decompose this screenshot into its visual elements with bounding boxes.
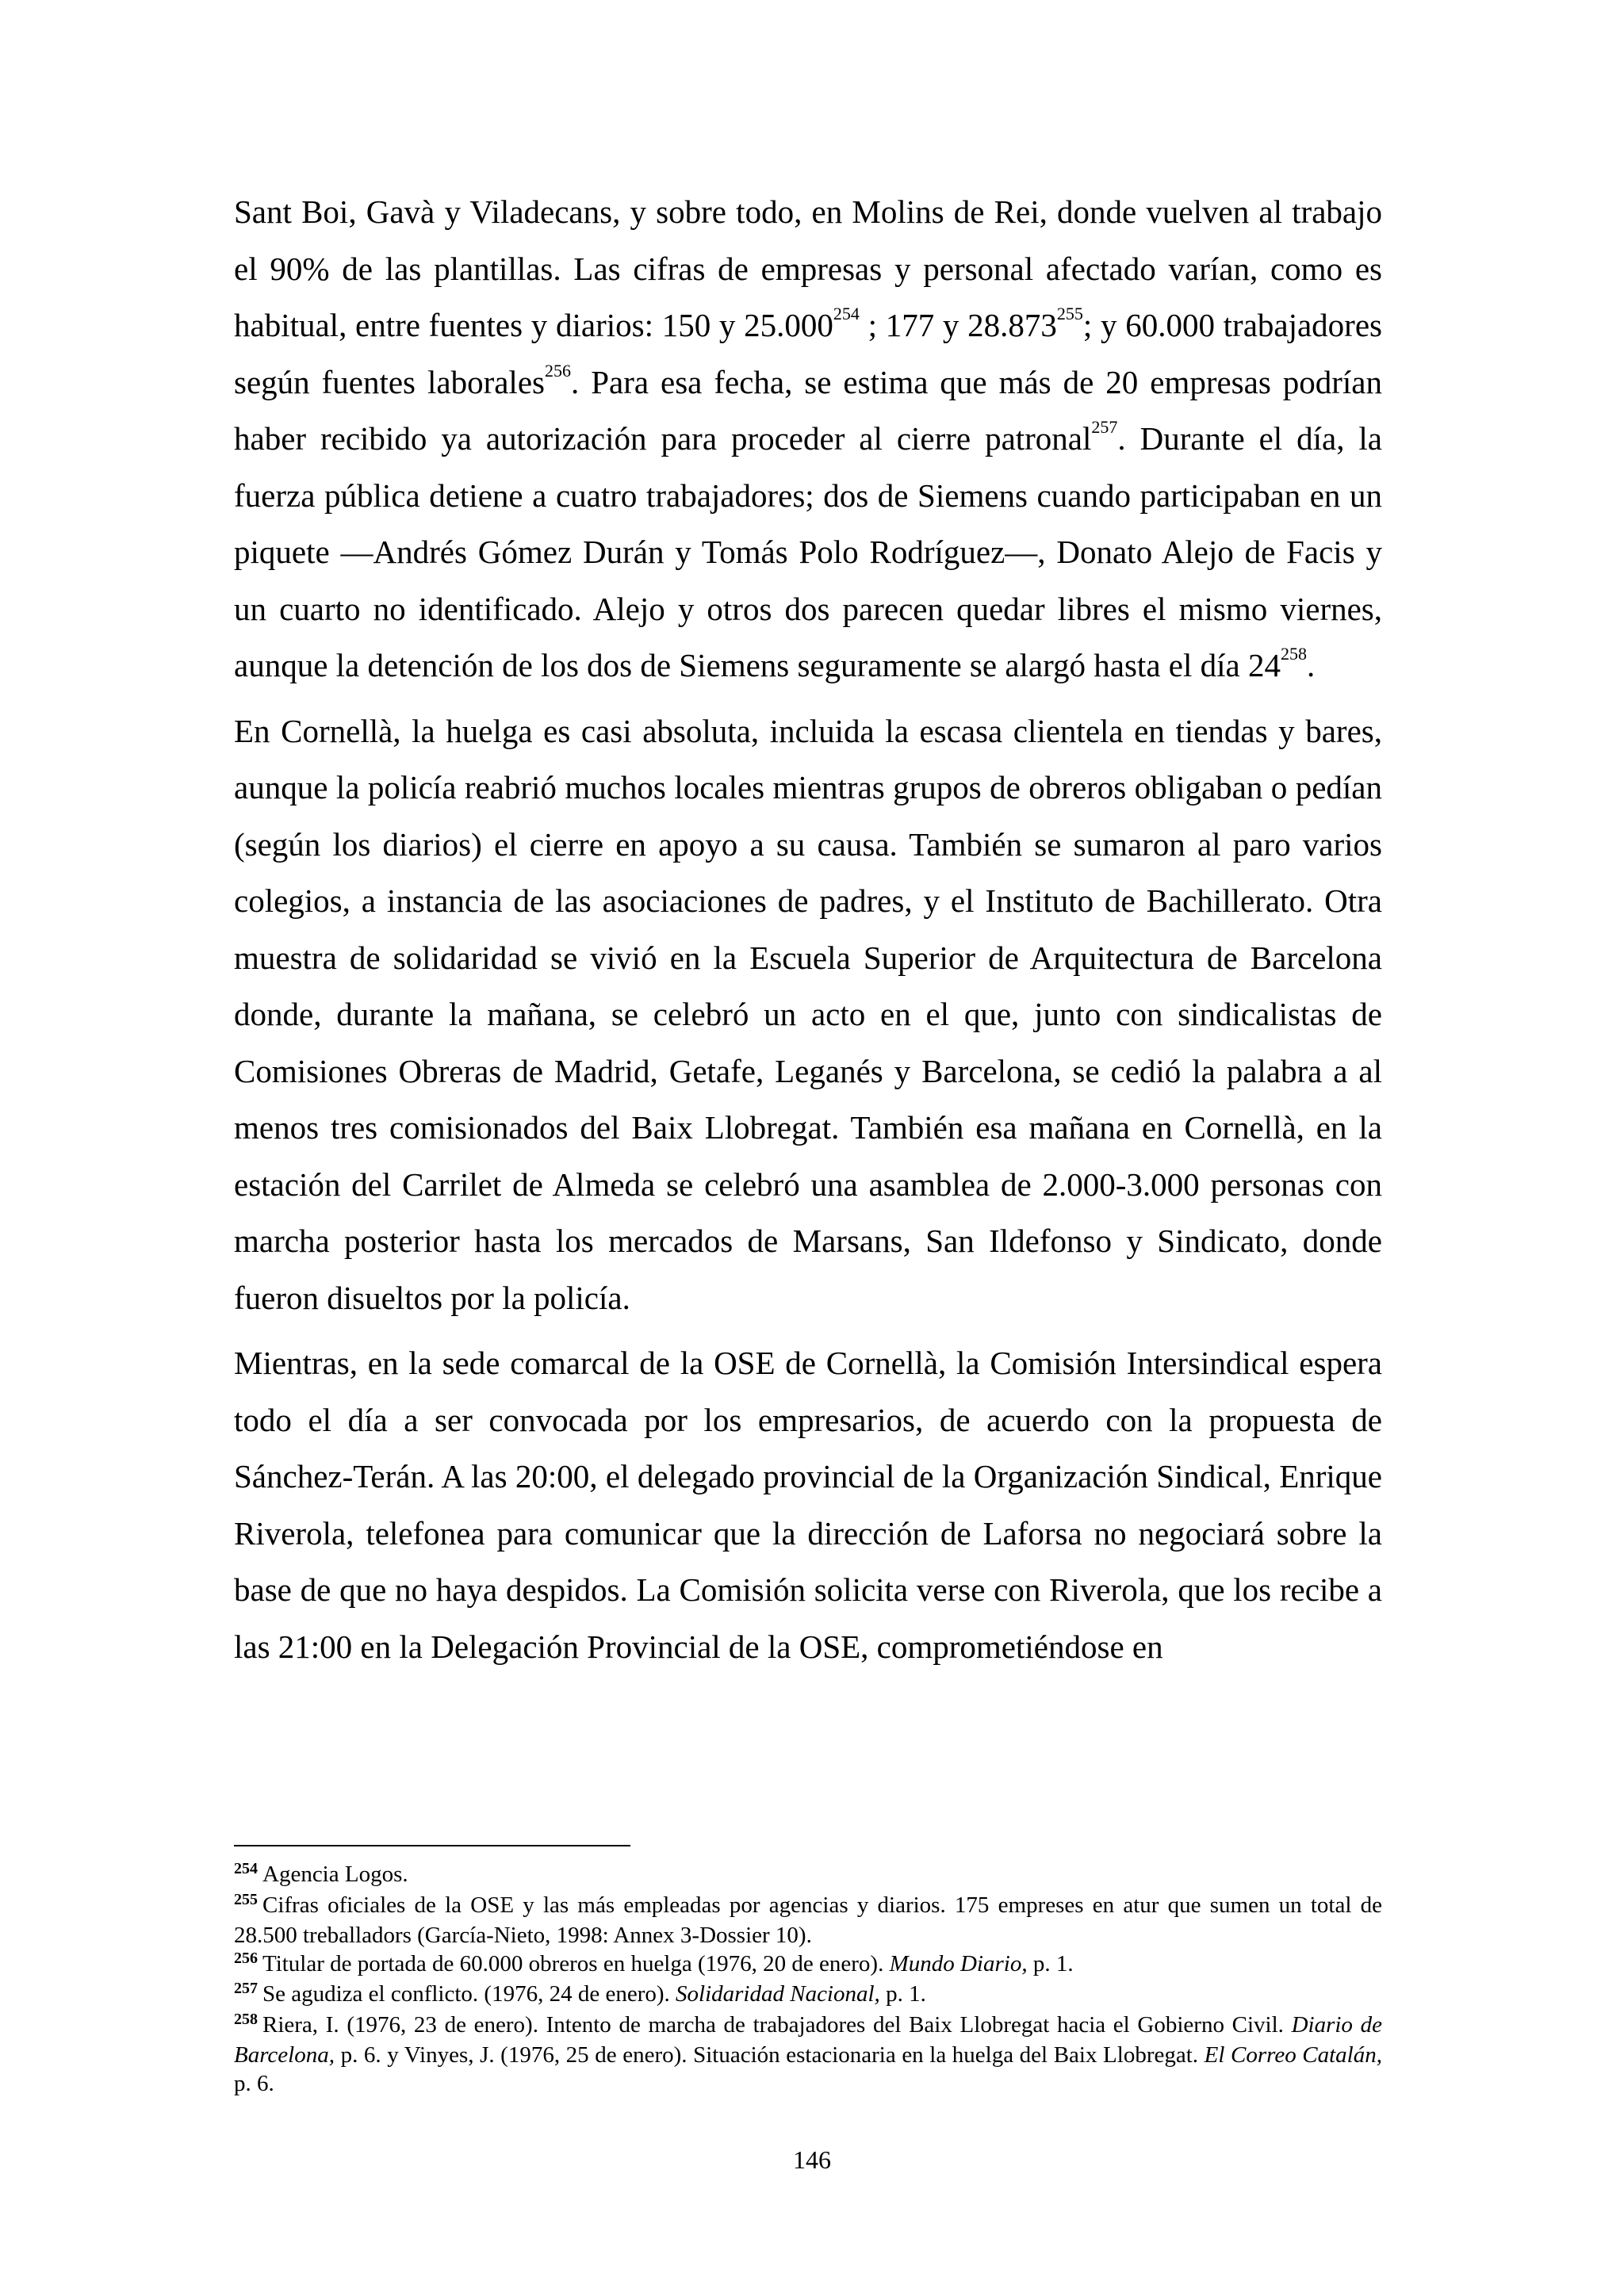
text-run: Cifras oficiales de la OSE y las más empleadas por agencias y diarios. 175 empreses en atur que sumen un total de 28.500 treballadors (García-Nieto, 1998: Annex 3-Dossier 10). — [234, 1892, 1382, 1948]
footnote — [234, 1861, 1382, 1892]
footnote-reference: 258 — [1280, 644, 1307, 664]
text-run: Agencia Logos. — [262, 1862, 408, 1887]
text-run: p. 1. — [1027, 1950, 1074, 1976]
text-run: Titular de portada de 60.000 obreros en huelga (1976, 20 de enero). — [262, 1950, 890, 1976]
footnote-number: 254 — [234, 1860, 258, 1877]
text-run: . — [1306, 647, 1316, 683]
footnote-number: 256 — [234, 1949, 258, 1967]
footnote-number: 258 — [234, 2010, 258, 2028]
footnote-number: 255 — [234, 1890, 258, 1908]
footnote-number: 257 — [234, 1980, 258, 1997]
text-run: Se agudiza el conflicto. (1976, 24 de enero). — [262, 1981, 676, 2007]
footnote-reference: 256 — [544, 360, 571, 381]
footnote — [234, 2011, 1382, 2099]
text-run: ; 177 y 28.873 — [859, 307, 1057, 343]
citation-title: El Correo Catalán, — [1204, 2042, 1382, 2068]
text-run: p. 6. y Vinyes, J. (1976, 25 de enero). Situación estacionaria en la huelga del Baix Llobregat. — [334, 2042, 1205, 2068]
citation-title: Mundo Diario, — [889, 1950, 1028, 1976]
text-run: ; y 60.000 trabajadores según fuentes laborales — [234, 307, 1382, 400]
footnote-reference: 257 — [1091, 417, 1118, 438]
text-run: p. 1. — [879, 1981, 926, 2007]
footnote-reference: 254 — [833, 304, 860, 324]
page-number: 146 — [793, 2145, 831, 2174]
footnote — [234, 1892, 1382, 1950]
footnote — [234, 1950, 1382, 1981]
text-run: En Cornellà, la huelga es casi absoluta, incluida la escasa clientela en tiendas y bares, aunque la policía reabrió muchos locales mientras grupos de obreros obligaban o pedían (según los diarios) el cierre en apoyo a su causa. También se sumaron al paro varios colegios, a instancia de las asociaciones de padres, y el Instituto de Bachillerato. Otra muestra de solidaridad se vivió en la Escuela Superior de Arquitectura de Barcelona donde, durante la mañana, se celebró un acto en el que, junto con sindicalistas de Comisiones Obreras de Madrid, Getafe, Leganés y Barcelona, se cedió la palabra a al menos tres comisionados del Baix Llobregat. También esa mañana en Cornellà, en la estación del Carrilet de Almeda se celebró una asamblea de 2.000-3.000 personas con marcha posterior hasta los mercados de Marsans, San Ildefonso y Sindicato, donde fueron disueltos por la policía. — [234, 712, 1382, 1316]
text-run: Sant Boi, Gavà y Viladecans, y sobre todo, en Molins de Rei, donde vuelven al trabajo el 90% de las plantillas. Las cifras de empresas y personal afectado varían, como es habitual, entre fuentes y diarios: 150 y 25.000 — [234, 193, 1382, 343]
paragraph — [234, 184, 1382, 695]
citation-title: Diario de Barcelona, — [234, 2011, 1382, 2068]
text-run: Riera, I. (1976, 23 de enero). Intento de marcha de trabajadores del Baix Llobregat hacia el Gobierno Civil. — [262, 2011, 1292, 2038]
citation-title: Solidaridad Nacional, — [676, 1981, 880, 2007]
body-text — [234, 184, 1382, 1684]
footnotes — [234, 1861, 1382, 2098]
text-run: Mientras, en la sede comarcal de la OSE de Cornellà, la Comisión Intersindical espera todo el día a ser convocada por los empresarios, de acuerdo con la propuesta de Sánchez-Terán. A las 20:00, el delegado provincial de la Organización Sindical, Enrique Riverola, telefonea para comunicar que la dirección de Laforsa no negociará sobre la base de que no haya despidos. La Comisión solicita verse con Riverola, que los recibe a las 21:00 en la Delegación Provincial de la OSE, comprometiéndose en — [234, 1345, 1382, 1665]
text-run: p. 6. — [234, 2070, 274, 2096]
text-run: . Para esa fecha, se estima que más de 20 empresas podrían haber recibido ya autorización para proceder al cierre patronal — [234, 363, 1382, 457]
footnote — [234, 1980, 1382, 2011]
text-run: . Durante el día, la fuerza pública detiene a cuatro trabajadores; dos de Siemens cuando participaban en un piquete —Andrés Gómez Durán y Tomás Polo Rodríguez—, Donato Alejo de Facis y un cuarto no identificado. Alejo y otros dos parecen quedar libres el mismo viernes, aunque la detención de los dos de Siemens seguramente se alargó hasta el día 24 — [234, 420, 1382, 683]
paragraph — [234, 703, 1382, 1327]
footnote-separator — [234, 1845, 630, 1846]
footnote-reference: 255 — [1056, 304, 1083, 324]
paragraph — [234, 1335, 1382, 1675]
